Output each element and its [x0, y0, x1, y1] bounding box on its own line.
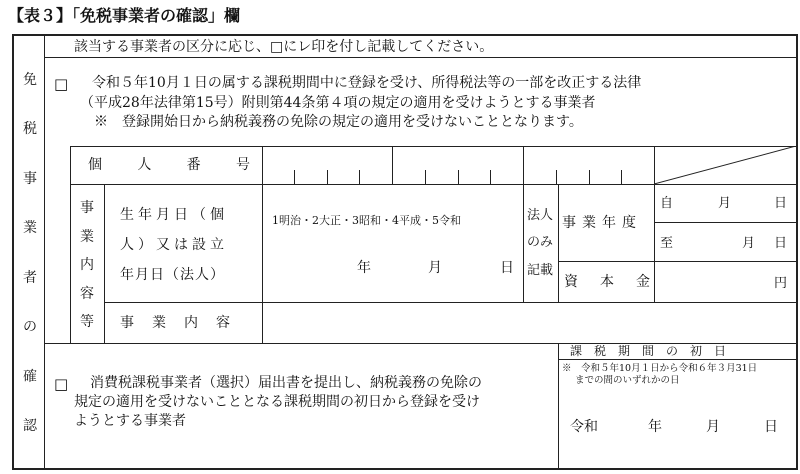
option2-line1: 消費税課税事業者（選択）届出書を提出し、納税義務の免除の	[90, 375, 482, 391]
period-era[interactable]: 令和	[570, 419, 598, 435]
side-label-char: 業	[23, 220, 37, 237]
frame-left	[12, 34, 14, 470]
side-label-char: 事	[23, 170, 37, 187]
option1-line1: 令和５年10月１日の属する課税期間中に登録を受け、所得税法等の一部を改正する法律	[92, 75, 642, 91]
to-label: 至	[660, 236, 674, 251]
side-label-char: 税	[23, 121, 37, 138]
business-content-label: 事業内容	[120, 315, 248, 331]
digit-box-divider	[392, 146, 393, 184]
kojin-bangou-char: 個	[88, 157, 102, 173]
option2-line2: 規定の適用を受けないこととなる課税期間の初日から登録を受け	[74, 394, 480, 410]
period-header-divider	[558, 359, 796, 360]
instruction-text: 該当する事業者の区分に応じ、□にレ印を付し記載してください。	[74, 39, 494, 55]
side-label-char: 確	[23, 368, 37, 385]
kojin-bangou-char: 号	[235, 157, 250, 173]
houjin-nomi-line2: のみ	[527, 235, 554, 250]
period-note-line2: までの間のいずれかの日	[575, 375, 680, 386]
houjin-nomi-line3: 記載	[527, 263, 554, 278]
jigyou-char: 内	[80, 257, 94, 273]
birth-label-line1: 生年月日（個	[120, 207, 228, 223]
table-left	[70, 146, 71, 344]
frame-right	[796, 34, 798, 470]
birth-label-line3: 年月日（法人）	[120, 267, 225, 283]
jigyou-char: 業	[80, 228, 94, 245]
jigyou-char: 事	[80, 200, 94, 216]
frame-bottom	[12, 468, 798, 470]
jigyou-naiyou-label	[78, 200, 96, 330]
from-to-divider	[654, 222, 796, 223]
period-day: 日	[764, 419, 778, 435]
option1-checkbox[interactable]: □	[54, 75, 69, 93]
digit-tick	[294, 170, 295, 184]
row-divider-1	[70, 184, 796, 185]
row-divider-2	[104, 302, 796, 303]
capital-unit: 円	[774, 276, 788, 291]
kojin-bangou-label	[88, 157, 250, 173]
digit-tick	[425, 170, 426, 184]
side-label-char: 者	[23, 269, 37, 286]
houjin-nomi-line1: 法人	[527, 208, 554, 223]
jigyou-label-divider	[104, 184, 105, 344]
digit-tick	[621, 170, 622, 184]
from-day: 日	[774, 196, 788, 211]
kojin-bangou-char: 人	[137, 157, 152, 173]
digit-tick	[490, 170, 491, 184]
side-label	[20, 72, 40, 434]
date-month: 月	[428, 260, 442, 276]
capital-label: 資本金	[564, 274, 672, 290]
kojin-label-divider	[262, 146, 263, 344]
period-year: 年	[648, 419, 662, 435]
option2-checkbox[interactable]: □	[54, 375, 69, 393]
period-month: 月	[706, 419, 720, 435]
fiscal-capital-divider	[558, 261, 796, 262]
to-month: 月	[742, 236, 756, 251]
option2-line3: ようとする事業者	[74, 413, 186, 429]
side-label-char: の	[23, 319, 37, 336]
digit-tick	[556, 170, 557, 184]
side-label-char: 免	[23, 72, 37, 88]
birth-label-line2: 人）又は設立	[120, 237, 228, 253]
date-day: 日	[500, 260, 514, 276]
from-month: 月	[718, 196, 732, 211]
to-day: 日	[774, 236, 788, 251]
period-box-left	[558, 343, 559, 469]
option1-line2: （平成28年法律第15号）附則第44条第４項の規定の適用を受けようとする事業者	[80, 95, 596, 111]
digit-tick	[458, 170, 459, 184]
kojin-bangou-char: 番	[186, 157, 201, 173]
jigyou-char: 容	[80, 285, 94, 302]
digit-tick	[359, 170, 360, 184]
fiscal-year-label: 事業年度	[562, 215, 642, 231]
era-options[interactable]: 1明治・2大正・3昭和・4平成・5令和	[272, 214, 461, 227]
from-label: 自	[660, 196, 674, 211]
houjin-label-divider	[558, 184, 559, 302]
digit-tick	[327, 170, 328, 184]
period-note-line1: ※ 令和５年10月１日から令和６年３月31日	[562, 363, 758, 374]
side-label-char: 認	[23, 417, 37, 434]
frame-top	[12, 34, 798, 36]
digit-box-divider	[523, 146, 524, 302]
page-title: 【表３】「免税事業者の確認」欄	[8, 6, 241, 25]
side-column-divider	[44, 34, 45, 470]
date-year: 年	[357, 260, 371, 276]
option1-note: ※ 登録開始日から納税義務の免除の規定の適用を受けないこととなります。	[94, 114, 583, 130]
period-header: 課 税 期 間 の 初 日	[570, 344, 727, 358]
diagonal-slash	[654, 146, 796, 184]
instruction-divider	[44, 57, 796, 58]
jigyou-char: 等	[80, 314, 94, 330]
digit-tick	[589, 170, 590, 184]
